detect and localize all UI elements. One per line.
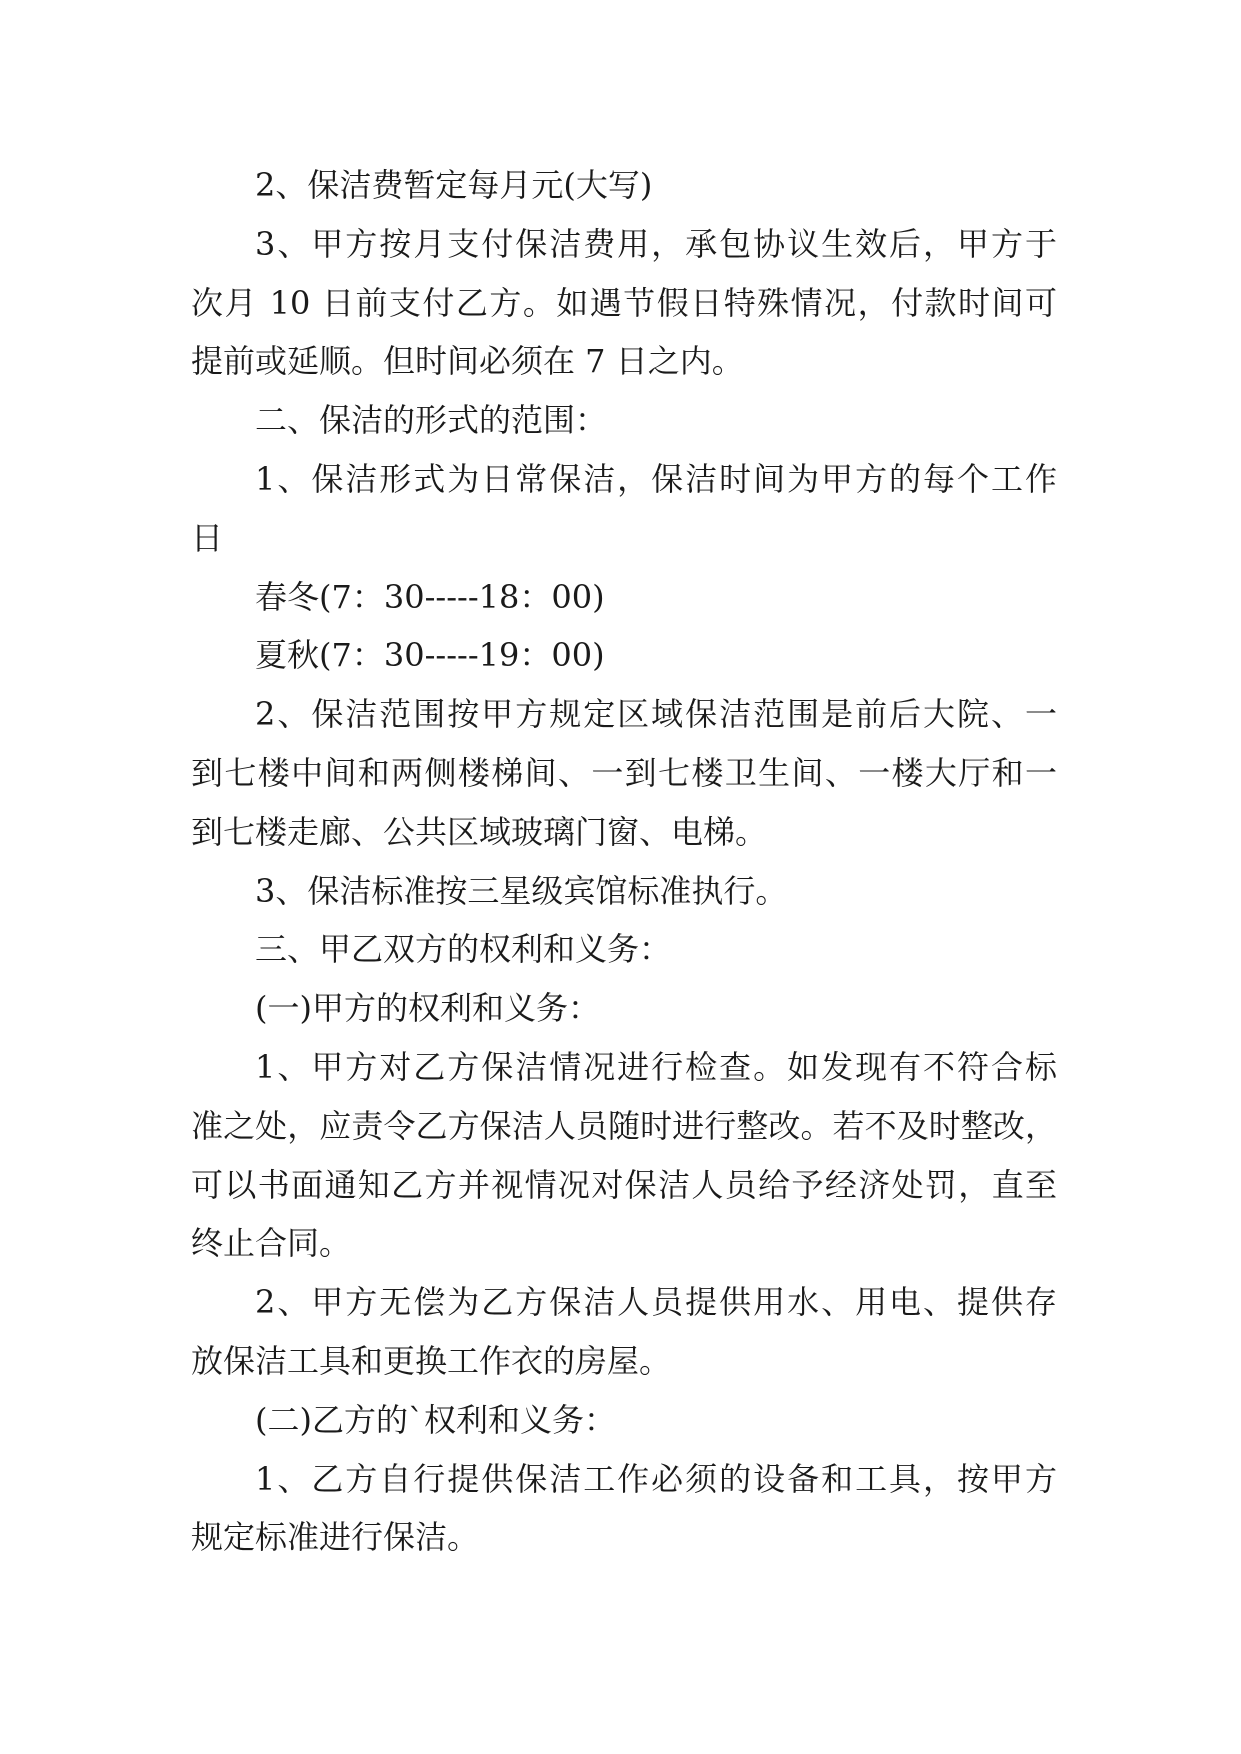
- paragraph-cleaning-area: [191, 685, 1057, 861]
- text-line: 1、保洁形式为日常保洁，保洁时间为甲方的每个工作: [255, 459, 1057, 498]
- paragraph-inspection: [191, 1038, 1057, 1273]
- paragraph-hours-summer-autumn: [191, 626, 1057, 685]
- paragraph-utilities: [191, 1273, 1057, 1391]
- text-line: 终止合同。: [191, 1224, 352, 1263]
- text-line: 2、保洁范围按甲方规定区域保洁范围是前后大院、一: [255, 695, 1057, 734]
- text-line: 夏秋(7：30-----19：00): [255, 636, 605, 675]
- section-heading-scope: [191, 391, 1057, 450]
- text-line: 1、甲方对乙方保洁情况进行检查。如发现有不符合标: [255, 1047, 1057, 1086]
- text-line: 3、保洁标准按三星级宾馆标准执行。: [255, 871, 788, 910]
- text-line: 3、甲方按月支付保洁费用，承包协议生效后，甲方于: [255, 224, 1057, 263]
- text-line: 到七楼中间和两侧楼梯间、一到七楼卫生间、一楼大厅和一: [191, 753, 1057, 792]
- text-line: 规定标准进行保洁。: [191, 1518, 480, 1557]
- text-line: 次月 10 日前支付乙方。如遇节假日特殊情况，付款时间可: [191, 283, 1057, 322]
- text-line: 提前或延顺。但时间必须在 7 日之内。: [191, 342, 744, 381]
- text-line: 2、保洁费暂定每月元(大写): [255, 166, 653, 204]
- paragraph-cleaning-form: [191, 450, 1057, 568]
- paragraph-payment-terms: [191, 215, 1057, 391]
- paragraph-equipment: [191, 1450, 1057, 1568]
- text-line: 准之处，应责令乙方保洁人员随时进行整改。若不及时整改，: [191, 1106, 1057, 1145]
- text-line: 春冬(7：30-----18：00): [255, 577, 605, 616]
- paragraph-fee-amount: [191, 156, 1057, 215]
- text-line: 二、保洁的形式的范围：: [255, 401, 608, 440]
- text-line: 2、甲方无偿为乙方保洁人员提供用水、用电、提供存: [255, 1283, 1057, 1322]
- text-line: 到七楼走廊、公共区域玻璃门窗、电梯。: [191, 812, 768, 851]
- document-body: [191, 156, 1057, 1567]
- text-line: (一)甲方的权利和义务：: [255, 989, 600, 1028]
- text-line: 日: [191, 518, 224, 557]
- text-line: 放保洁工具和更换工作衣的房屋。: [191, 1341, 672, 1380]
- text-line: 1、乙方自行提供保洁工作必须的设备和工具，按甲方: [255, 1459, 1057, 1498]
- text-line: 三、甲乙双方的权利和义务：: [255, 930, 672, 969]
- text-line: 可以书面通知乙方并视情况对保洁人员给予经济处罚，直至: [191, 1165, 1057, 1204]
- paragraph-hours-spring-winter: [191, 568, 1057, 627]
- text-line: (二)乙方的`权利和义务：: [255, 1400, 616, 1439]
- subheading-party-b: [191, 1391, 1057, 1450]
- paragraph-cleaning-standard: [191, 862, 1057, 921]
- subheading-party-a: [191, 979, 1057, 1038]
- section-heading-rights: [191, 920, 1057, 979]
